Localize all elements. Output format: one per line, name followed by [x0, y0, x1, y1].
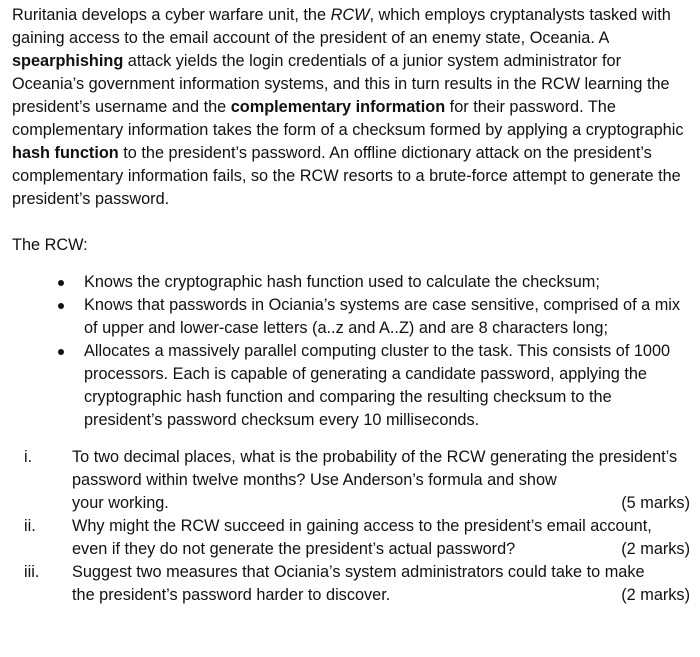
- document-page: [12, 4, 690, 607]
- question-marks: (5 marks): [621, 494, 690, 512]
- question-item: [12, 561, 690, 607]
- question-number: i.: [24, 448, 33, 466]
- intro-paragraph: [12, 4, 690, 211]
- question-number: ii.: [24, 517, 36, 535]
- intro-text-4: for their password. The complementary information takes the form of a checksum formed by applying a cryptographic: [12, 98, 684, 139]
- question-last-line: [72, 538, 690, 561]
- question-text: Suggest two measures that Ociania’s system administrators could take to make: [72, 563, 645, 581]
- question-item: [12, 446, 690, 515]
- question-marks: (2 marks): [621, 540, 690, 558]
- intro-bold-hash-function: hash function: [12, 144, 119, 162]
- question-item: [12, 515, 690, 561]
- question-text-end: your working.: [72, 494, 169, 512]
- question-list: [12, 446, 690, 607]
- question-number: iii.: [24, 563, 40, 581]
- intro-text-5: to the president’s password. An offline dictionary attack on the president’s complementary information fails, so the RCW resorts to a brute-force attempt to generate the president’s password.: [12, 144, 681, 208]
- question-text: To two decimal places, what is the probability of the RCW generating the president’s password within twelve months? Use Anderson’s formula and show: [72, 448, 678, 489]
- question-last-line: [72, 492, 690, 515]
- intro-text-2: , which employs cryptanalysts tasked with gaining access to the email account of the president of an enemy state, Oceania. A: [12, 6, 671, 47]
- bullet-item: Knows that passwords in Ociania’s systems are case sensitive, comprised of a mix of upper and lower-case letters (a..z and A..Z) and are 8 characters long;: [84, 294, 690, 340]
- rcw-heading: The RCW:: [12, 236, 88, 254]
- bullet-item: Allocates a massively parallel computing cluster to the task. This consists of 1000 processors. Each is capable of generating a candidate password, applying the cryptographic hash function and comparing the resulting checksum to the president’s password checksum every 10 milliseconds.: [84, 340, 690, 432]
- question-text-end: the president’s password harder to discover.: [72, 586, 391, 604]
- question-last-line: [72, 584, 690, 607]
- question-text-end: even if they do not generate the president’s actual password?: [72, 540, 516, 558]
- intro-bold-spearphishing: spearphishing: [12, 52, 124, 70]
- question-text: Why might the RCW succeed in gaining access to the president’s email account,: [72, 517, 652, 535]
- intro-bold-complementary-information: complementary information: [230, 98, 446, 116]
- intro-text-3: attack yields the login credentials of a junior system administrator for Oceania’s government information systems, and this in turn results in the RCW learning the president’s username and the: [12, 52, 670, 116]
- rcw-bullet-list: [12, 271, 690, 432]
- question-marks: (2 marks): [621, 586, 690, 604]
- intro-text-1: Ruritania develops a cyber warfare unit, the: [12, 6, 331, 24]
- intro-rcw-italic: RCW: [330, 6, 370, 24]
- bullet-item: Knows the cryptographic hash function used to calculate the checksum;: [84, 271, 690, 294]
